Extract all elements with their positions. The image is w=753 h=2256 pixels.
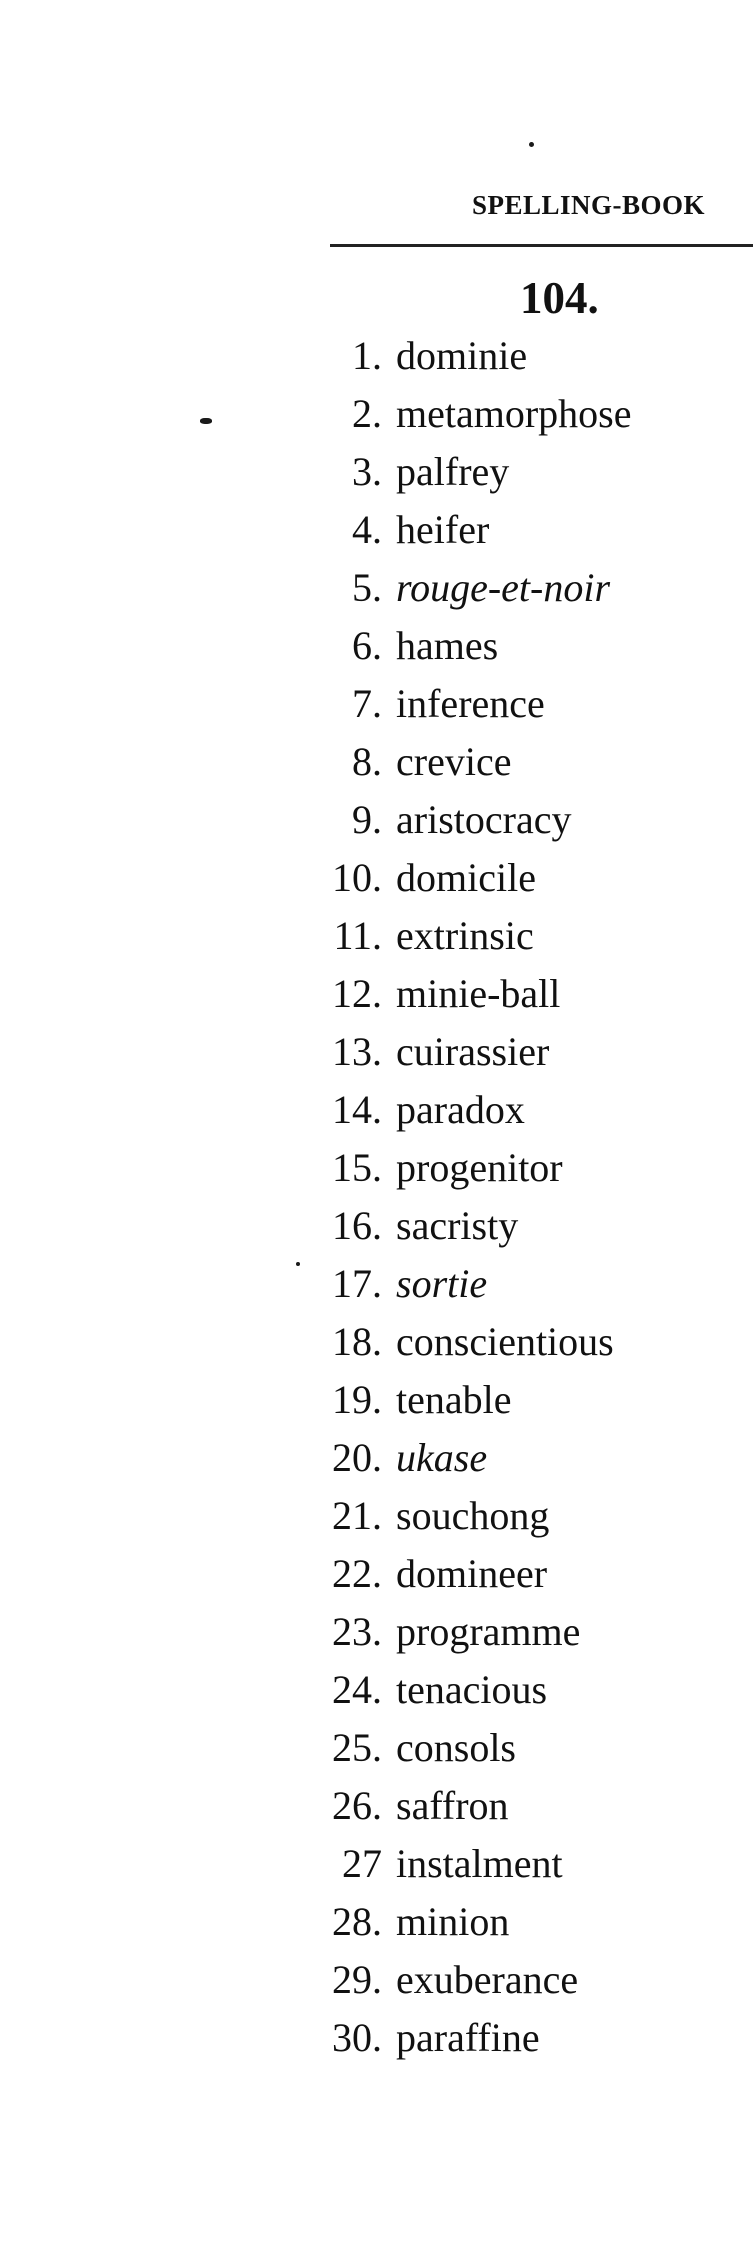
word-number: 25. [332, 1725, 382, 1770]
word-entry [290, 1487, 632, 1545]
word-text: extrinsic [396, 913, 534, 958]
word-entry [290, 675, 632, 733]
word-entry [290, 559, 632, 617]
word-entry [290, 965, 632, 1023]
word-number: 10. [332, 855, 382, 900]
word-entry [290, 2009, 632, 2067]
word-number: 2. [352, 391, 382, 436]
word-entry [290, 1835, 632, 1893]
word-text: paradox [396, 1087, 525, 1132]
word-number: 21. [332, 1493, 382, 1538]
word-text: dominie [396, 333, 528, 378]
word-text: paraffine [396, 2015, 540, 2060]
header-rule [330, 244, 753, 247]
word-entry [290, 1661, 632, 1719]
word-text: ukase [396, 1435, 488, 1480]
word-text: sortie [396, 1261, 488, 1306]
word-text: domicile [396, 855, 536, 900]
word-entry [290, 1429, 632, 1487]
word-text: domineer [396, 1551, 548, 1596]
word-text: sacristy [396, 1203, 519, 1248]
word-number: 29. [332, 1957, 382, 2002]
word-number: 5. [352, 565, 382, 610]
word-number: 1. [352, 333, 382, 378]
word-number: 9. [352, 797, 382, 842]
word-number: 7. [352, 681, 382, 726]
word-number: 23. [332, 1609, 382, 1654]
word-entry [290, 443, 632, 501]
ink-speck [529, 142, 534, 147]
word-text: hames [396, 623, 499, 668]
word-text: tenacious [396, 1667, 548, 1712]
word-number: 3. [352, 449, 382, 494]
word-text: instalment [396, 1841, 563, 1886]
word-entry [290, 1255, 632, 1313]
word-number: 18. [332, 1319, 382, 1364]
word-entry [290, 1719, 632, 1777]
word-entry [290, 1197, 632, 1255]
word-entry [290, 1139, 632, 1197]
word-number: 17. [332, 1261, 382, 1306]
word-entry [290, 1371, 632, 1429]
word-entry [290, 907, 632, 965]
word-entry [290, 1081, 632, 1139]
word-entry [290, 791, 632, 849]
word-number: 8. [352, 739, 382, 784]
word-number: 28. [332, 1899, 382, 1944]
word-entry [290, 733, 632, 791]
word-number: 24. [332, 1667, 382, 1712]
word-text: palfrey [396, 449, 510, 494]
word-number: 12. [332, 971, 382, 1016]
word-entry [290, 1893, 632, 1951]
word-number: 26. [332, 1783, 382, 1828]
word-text: consols [396, 1725, 516, 1770]
word-entry [290, 501, 632, 559]
running-head: SPELLING-BOOK [472, 190, 706, 220]
word-number: 19. [332, 1377, 382, 1422]
word-text: conscientious [396, 1319, 614, 1364]
ink-speck [200, 418, 212, 424]
word-text: tenable [396, 1377, 512, 1422]
spelling-word-list [290, 327, 632, 2067]
word-number: 4. [352, 507, 382, 552]
word-number: 6. [352, 623, 382, 668]
word-number: 13. [332, 1029, 382, 1074]
word-entry [290, 385, 632, 443]
word-text: heifer [396, 507, 490, 552]
word-text: aristocracy [396, 797, 572, 842]
word-number: 15. [332, 1145, 382, 1190]
word-entry [290, 1603, 632, 1661]
word-text: exuberance [396, 1957, 579, 2002]
word-text: metamorphose [396, 391, 632, 436]
word-entry [290, 849, 632, 907]
word-text: cuirassier [396, 1029, 550, 1074]
word-text: minion [396, 1899, 510, 1944]
word-number: 30. [332, 2015, 382, 2060]
word-entry [290, 1777, 632, 1835]
word-number: 22. [332, 1551, 382, 1596]
word-number: 27 [342, 1841, 382, 1886]
word-text: rouge-et-noir [396, 565, 611, 610]
word-number: 20. [332, 1435, 382, 1480]
word-text: programme [396, 1609, 581, 1654]
word-text: crevice [396, 739, 512, 784]
section-number: 104. [520, 273, 599, 323]
word-text: souchong [396, 1493, 550, 1538]
word-text: saffron [396, 1783, 509, 1828]
word-entry [290, 1313, 632, 1371]
word-text: inference [396, 681, 545, 726]
word-entry [290, 1545, 632, 1603]
word-text: progenitor [396, 1145, 563, 1190]
word-entry [290, 1023, 632, 1081]
word-entry [290, 1951, 632, 2009]
word-number: 14. [332, 1087, 382, 1132]
word-entry [290, 327, 632, 385]
word-number: 16. [332, 1203, 382, 1248]
word-number: 11. [333, 913, 382, 958]
word-entry [290, 617, 632, 675]
word-text: minie-ball [396, 971, 561, 1016]
